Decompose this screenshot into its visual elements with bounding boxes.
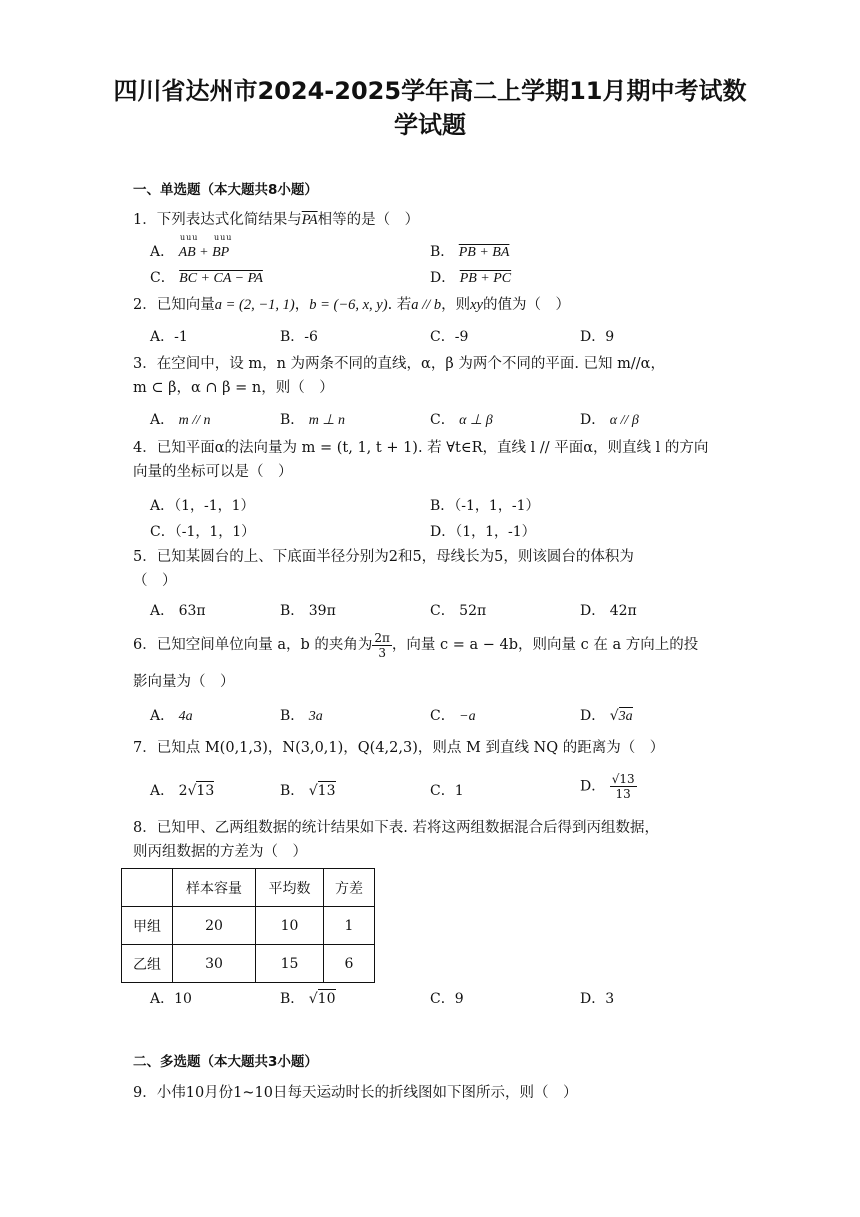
q3-option-a-expr: m // n: [178, 413, 211, 428]
question-7: 7．已知点 M(0,1,3)，N(3,0,1)，Q(4,2,3)，则点 M 到直线 NQ 的距离为（ ）: [133, 740, 665, 756]
q4-option-c: C．（-1，1，1）: [150, 524, 256, 540]
q8-line-2: 则丙组数据的方差为（ ）: [133, 844, 307, 860]
q1-option-b: [430, 241, 509, 261]
table-cell: 10: [256, 907, 324, 945]
q6-option-d-expr: 3a: [618, 709, 633, 724]
q7-option-d-denominator: 13: [615, 787, 631, 801]
q3-line-2: m ⊂ β，α ∩ β = n，则（ ）: [133, 380, 334, 396]
q6-option-c: [430, 705, 476, 725]
q7-option-b-label: B．: [280, 783, 305, 799]
q7-option-c: C．1: [430, 783, 464, 799]
q1-artifact-2: uuu: [214, 233, 233, 242]
q6-option-b-expr: 3a: [308, 709, 323, 724]
q8-option-b: [280, 988, 336, 1008]
q2-option-b: B．-6: [280, 329, 318, 345]
q5-line-2: （ ）: [133, 573, 177, 589]
q2-option-c: C．-9: [430, 329, 469, 345]
q5-line-1: 5．已知某圆台的上、下底面半径分别为2和5，母线长为5，则该圆台的体积为: [133, 549, 634, 565]
q1-tail: 相等的是（ ）: [317, 212, 420, 228]
title-line-2: 学试题: [394, 111, 466, 139]
q8-statistics-table: [121, 868, 375, 983]
q7-option-b-expr: 13: [317, 783, 336, 799]
q3-option-b-label: B．: [280, 412, 305, 428]
q5-option-a-label: A．: [150, 603, 175, 619]
q1-option-b-expr: PB + BA: [458, 245, 510, 260]
q8-option-b-label: B．: [280, 991, 305, 1007]
q7-option-d: [580, 772, 637, 801]
q6-line-2: 影向量为（ ）: [133, 674, 235, 690]
q1-option-d-label: D．: [430, 270, 456, 286]
table-cell: 30: [173, 945, 256, 983]
q3-line-1: 3．在空间中，设 m，n 为两条不同的直线，α，β 为两个不同的平面. 已知 m//α，: [133, 356, 665, 372]
table-cell: 6: [324, 945, 375, 983]
q8-option-c: C．9: [430, 991, 464, 1007]
table-header-cell: 方差: [324, 869, 375, 907]
q7-option-b: [280, 780, 336, 800]
q8-option-b-sqrt: √: [308, 991, 318, 1007]
q6-option-c-label: C．: [430, 708, 455, 724]
q4-option-b: B．（-1，1，-1）: [430, 498, 540, 514]
q3-option-c-label: C．: [430, 412, 455, 428]
question-8: [133, 816, 753, 864]
q8-line-1: 8．已知甲、乙两组数据的统计结果如下表. 若将这两组数据混合后得到丙组数据，: [133, 820, 659, 836]
q7-option-d-label: D．: [580, 778, 606, 795]
q6-tail: ，向量 c = a − 4b，则向量 c 在 a 方向上的投: [391, 637, 699, 653]
q1-artifact-1: uuu: [180, 233, 199, 242]
q6-option-c-expr: −a: [459, 709, 476, 724]
table-cell: 1: [324, 907, 375, 945]
question-4: [133, 436, 753, 484]
q3-option-d-label: D．: [580, 412, 606, 428]
section-heading-single-choice: 一、单选题（本大题共8小题）: [133, 182, 318, 198]
q7-option-a-sqrt: 2√: [178, 783, 197, 799]
q6-option-a: [150, 705, 193, 725]
q1-option-a-label: A．: [150, 244, 175, 260]
document-title: [60, 74, 800, 142]
q2-mid: . 若: [387, 297, 412, 313]
table-cell: 20: [173, 907, 256, 945]
q1-option-d-expr: PB + PC: [459, 271, 512, 286]
q6-lead: 6．已知空间单位向量 a，b 的夹角为: [133, 637, 373, 653]
q3-option-a-label: A．: [150, 412, 175, 428]
title-line-1: 四川省达州市2024-2025学年高二上学期11月期中考试数: [113, 77, 747, 105]
table-cell: 15: [256, 945, 324, 983]
q4-line-1: 4．已知平面α的法向量为 m = (t, 1, t + 1). 若 ∀t∈R，直线 l // 平面α，则直线 l 的方向: [133, 440, 709, 456]
q5-option-d-expr: 42π: [609, 603, 637, 619]
q5-option-c-expr: 52π: [459, 603, 487, 619]
q5-option-b-label: B．: [280, 603, 305, 619]
q2-xy: xy: [470, 297, 483, 313]
q5-option-c: [430, 600, 486, 620]
q5-option-b-expr: 39π: [308, 603, 336, 619]
q1-option-c-expr: BC + CA − PA: [179, 271, 263, 286]
q3-option-c-expr: α ⊥ β: [459, 413, 493, 428]
q5-option-d-label: D．: [580, 603, 606, 619]
q6-fraction-denominator: 3: [378, 645, 386, 660]
question-9: 9．小伟10月份1~10日每天运动时长的折线图如下图所示，则（ ）: [133, 1085, 578, 1101]
table-header-row: [122, 869, 375, 907]
table-cell: 乙组: [122, 945, 173, 983]
question-6: [133, 630, 753, 660]
q1-option-b-label: B．: [430, 244, 455, 260]
table-row: [122, 945, 375, 983]
q7-option-d-fraction: [610, 772, 637, 801]
q2-option-a: A．-1: [150, 329, 188, 345]
q8-option-a: A．10: [150, 991, 192, 1007]
q1-lead: 1．下列表达式化简结果与: [133, 212, 302, 228]
q5-option-a-expr: 63π: [178, 603, 206, 619]
table-header-cell: 样本容量: [173, 869, 256, 907]
q6-fraction-numerator: 2π: [374, 630, 390, 645]
q2-vector-a: a = (2, −1, 1): [214, 297, 295, 313]
q8-option-d: D．3: [580, 991, 615, 1007]
q6-option-d-sqrt: √: [609, 708, 619, 724]
question-3: [133, 352, 753, 400]
q7-option-d-numerator: √13: [611, 772, 635, 786]
q3-option-a: [150, 409, 210, 429]
q4-option-d: D．（1，1，-1）: [430, 524, 536, 540]
q2-tail-2: 的值为（ ）: [482, 297, 570, 313]
q1-vector-pa: $\overline{PA}$: [301, 212, 318, 228]
q2-option-d: D．9: [580, 329, 615, 345]
q1-option-d: [430, 267, 511, 287]
table-cell: 甲组: [122, 907, 173, 945]
table-row: [122, 907, 375, 945]
section-heading-multiple-choice: 二、多选题（本大题共3小题）: [133, 1054, 318, 1070]
q4-option-a: A．（1，-1，1）: [150, 498, 255, 514]
q2-separator: ，: [294, 297, 310, 313]
q4-line-2: 向量的坐标可以是（ ）: [133, 464, 293, 480]
q6-angle-fraction: [372, 631, 392, 660]
q2-vector-b: b = (−6, x, y): [309, 297, 388, 313]
q3-option-d-expr: α // β: [609, 413, 639, 428]
question-1: [133, 208, 733, 232]
q6-option-b-label: B．: [280, 708, 305, 724]
q3-option-b: [280, 409, 345, 429]
q7-option-a-expr: 13: [196, 783, 215, 799]
q2-lead: 2．已知向量: [133, 297, 215, 313]
q3-option-d: [580, 409, 639, 429]
q1-option-c-label: C．: [150, 270, 175, 286]
table-header-cell: 平均数: [256, 869, 324, 907]
q5-option-c-label: C．: [430, 603, 455, 619]
q1-option-c: [150, 267, 263, 287]
q8-option-b-expr: 10: [317, 991, 336, 1007]
q5-option-b: [280, 600, 336, 620]
q1-option-a-expr: AB + BP: [178, 245, 230, 260]
q7-option-a-label: A．: [150, 783, 175, 799]
q6-option-d: [580, 705, 633, 725]
question-2: [133, 293, 733, 317]
q7-option-a: [150, 780, 214, 800]
q3-option-b-expr: m ⊥ n: [308, 413, 346, 428]
table-header-cell: [122, 869, 173, 907]
q5-option-d: [580, 600, 637, 620]
q7-option-b-sqrt: √: [308, 783, 318, 799]
question-5: [133, 545, 753, 593]
q6-option-a-expr: 4a: [178, 709, 193, 724]
q5-option-a: [150, 600, 206, 620]
q1-option-a: [150, 241, 229, 261]
q6-option-d-label: D．: [580, 708, 606, 724]
q2-condition: a // b: [411, 297, 442, 313]
q6-option-b: [280, 705, 323, 725]
q6-option-a-label: A．: [150, 708, 175, 724]
q2-tail-1: ，则: [441, 297, 471, 313]
q3-option-c: [430, 409, 493, 429]
